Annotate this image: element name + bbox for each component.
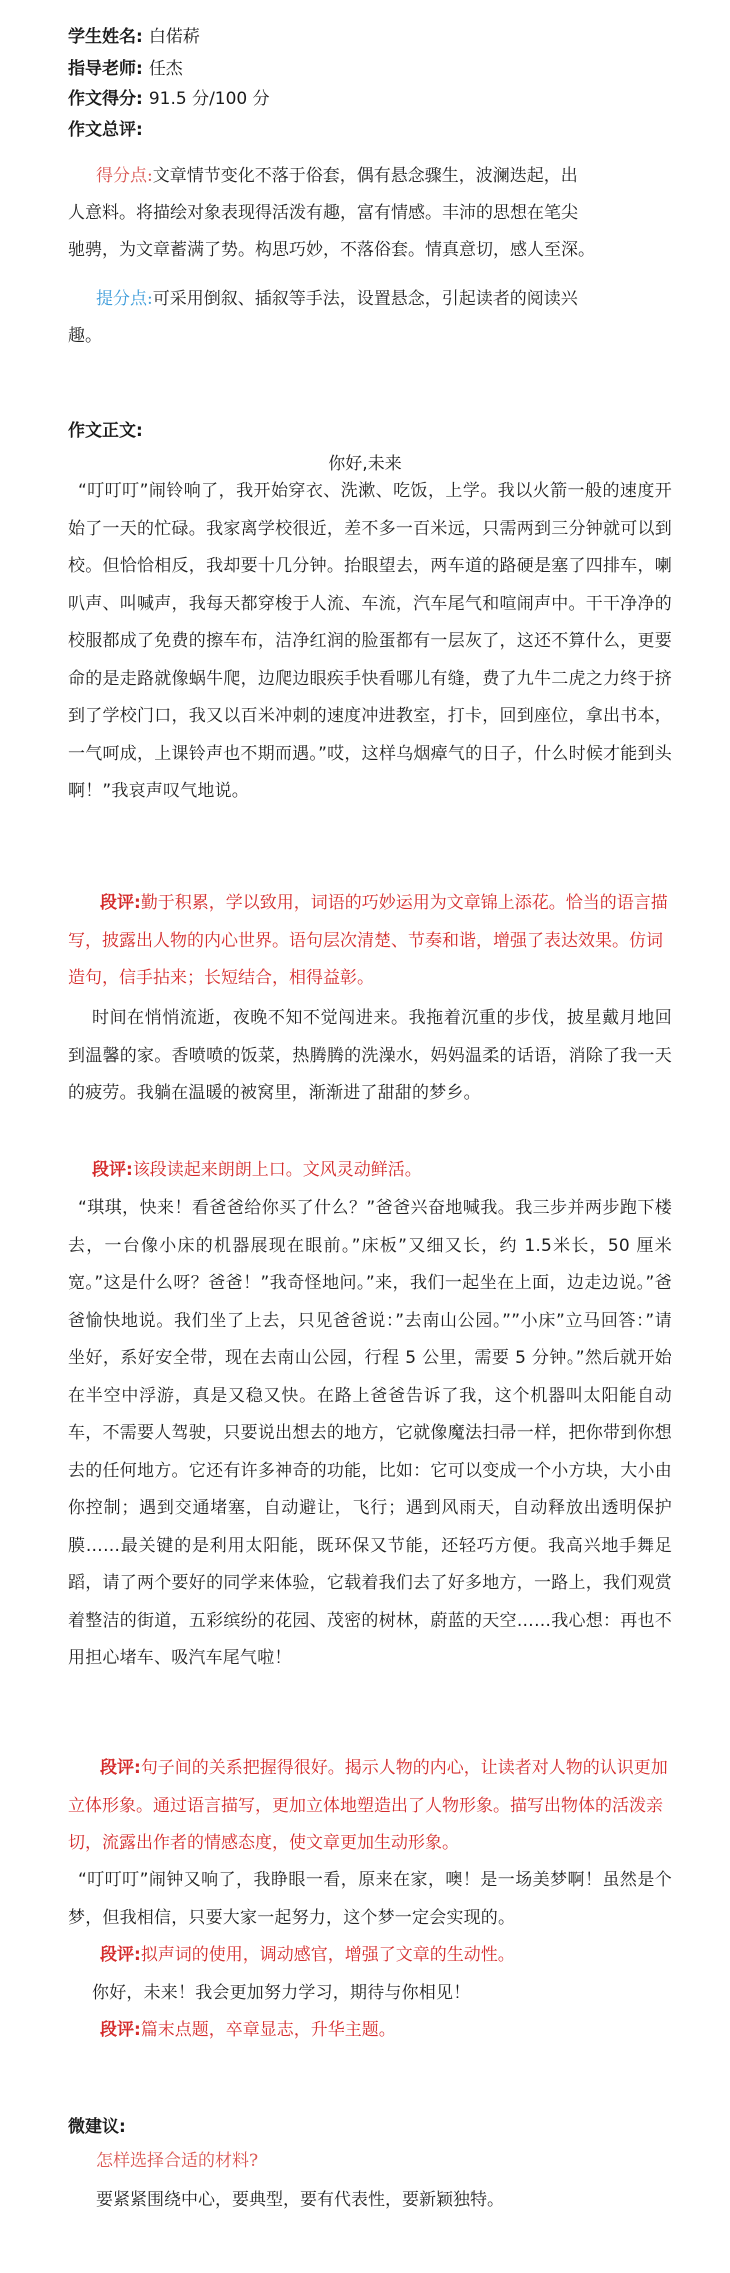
essay-paragraph-4: “叮叮叮”闹钟又响了，我睁眼一看，原来在家，噢！是一场美梦啊！虽然是个梦，但我相信，只要大家一起努力，这个梦一定会实现的。 [68,1870,672,1928]
comment-4 [68,1937,672,1975]
advice-heading: 微建议: [68,2117,126,2137]
essay-paragraph-1: “叮叮叮”闹铃响了，我开始穿衣、洗漱、吃饭，上学。我以火箭一般的速度开始了一天的忙碌。我家离学校很近，差不多一百米远，只需两到三分钟就可以到校。但恰恰相反，我却要十几分钟。抬眼望去，两车道的路硬是塞了四排车，喇叭声、叫喊声，我每天都穿梭于人流、车流，汽车尾气和喧闹声中。干干净净的校服都成了免费的擦车布，洁净红润的脸蛋都有一层灰了，这还不算什么，更要命的是走路就像蜗牛爬，边爬边眼疾手快看哪儿有缝，费了九牛二虎之力终于挤到了学校门口，我又以百米冲刺的速度冲进教室，打卡，回到座位，拿出书本，一气呵成，上课铃声也不期而遇。”哎，这样乌烟瘴气的日子，什么时候才能到头啊！”我哀声叹气地说。 [68,481,672,801]
comment-4-label: 段评: [100,1945,141,1965]
comment-3-text: 句子间的关系把握得很好。揭示人物的内心，让读者对人物的认识更加立体形象。通过语言描写，更加立体地塑造出了人物形象。描写出物体的活泼亲切，流露出作者的情感态度，使文章更加生动形象。 [68,1758,668,1853]
comment-2-text: 该段读起来朗朗上口。文风灵动鲜活。 [132,1160,422,1180]
comment-2-label: 段评: [92,1160,133,1180]
student-name-label: 学生姓名: [68,27,143,47]
comment-1-text: 勤于积累，学以致用，词语的巧妙运用为文章锦上添花。恰当的语言描写，披露出人物的内心世界。语句层次清楚、节奏和谐，增强了表达效果。仿词造句，信手拈来；长短结合，相得益彰。 [68,893,668,988]
score-label: 作文得分: [68,89,143,109]
comment-3 [68,1750,672,1863]
teacher-label: 指导老师: [68,59,143,79]
essay-paragraph-2: 时间在悄悄流逝，夜晚不知不觉闯进来。我拖着沉重的步伐，披星戴月地回到温馨的家。香喷喷的饭菜，热腾腾的洗澡水，妈妈温柔的话语，消除了我一天的疲劳。我躺在温暖的被窝里，渐渐进了甜甜的梦乡。 [68,1008,672,1103]
highlights-line-3: 驰骋，为文章蓄满了势。构思巧妙，不落俗套。情真意切，感人至深。 [68,240,595,260]
overall-review-label: 作文总评: [68,120,143,140]
score-row [68,86,270,112]
comment-5-label: 段评: [100,2020,141,2040]
comment-1-label: 段评: [100,893,141,913]
highlights-line-1 [96,158,668,195]
advice-answer: 要紧紧围绕中心，要典型，要有代表性，要新颖独特。 [96,2190,504,2210]
overall-review-row [68,117,143,143]
essay-paragraph-5: 你好，未来！我会更加努力学习，期待与你相见！ [92,1983,471,2003]
essay-heading: 作文正文: [68,421,143,441]
advice-question: 怎样选择合适的材料? [96,2151,259,2171]
student-name-value: 白偌菥 [148,27,200,47]
highlights-line-2: 人意料。将描绘对象表现得活泼有趣，富有情感。丰沛的思想在笔尖 [68,203,578,223]
improve-line-2: 趣。 [68,326,102,346]
score-value: 91.5 分/100 分 [148,89,270,109]
student-name-row [68,24,200,50]
comment-5-text: 篇末点题，卒章显志，升华主题。 [140,2020,396,2040]
comment-2 [68,1152,672,1190]
comment-4-text: 拟声词的使用，调动感官，增强了文章的生动性。 [140,1945,515,1965]
comment-1 [68,885,672,998]
improve-text-1: 可采用倒叙、插叙等手法，设置悬念，引起读者的阅读兴 [152,289,578,309]
essay-paragraph-3: “琪琪，快来！看爸爸给你买了什么？”爸爸兴奋地喊我。我三步并两步跑下楼去，一台像小床的机器展现在眼前。”床板”又细又长，约 1.5米长，50 厘米宽。”这是什么呀？爸爸！”我奇怪地问。”来，我们一起坐在上面，边走边说。”爸爸愉快地说。我们坐了上去，只见爸爸说：”去南山公园。””小床”立马回答：”请坐好，系好安全带，现在去南山公园，行程 5 公里，需要 5 分钟。”然后就开始在半空中浮游，真是又稳又快。在路上爸爸告诉了我，这个机器叫太阳能自动车，不需要人驾驶，只要说出想去的地方，它就像魔法扫帚一样，把你带到你想去的任何地方。它还有许多神奇的功能，比如：它可以变成一个小方块，大小由你控制；遇到交通堵塞，自动避让，飞行；遇到风雨天，自动释放出透明保护膜……最关键的是利用太阳能，既环保又节能，还轻巧方便。我高兴地手舞足蹈，请了两个要好的同学来体验，它载着我们去了好多地方，一路上，我们观赏着整洁的街道，五彩缤纷的花园、茂密的树林，蔚蓝的天空……我心想：再也不用担心堵车、吸汽车尾气啦！ [68,1198,672,1668]
essay-title: 你好,未来 [328,454,402,474]
improve-line-1 [96,281,668,318]
comment-3-label: 段评: [100,1758,141,1778]
comment-5 [68,2012,672,2050]
improve-tag: 提分点: [96,289,153,309]
teacher-value: 任杰 [148,59,183,79]
highlights-text-1: 文章情节变化不落于俗套，偶有悬念骤生，波澜迭起，出 [152,166,578,186]
highlights-tag: 得分点: [96,166,153,186]
teacher-row [68,56,183,82]
